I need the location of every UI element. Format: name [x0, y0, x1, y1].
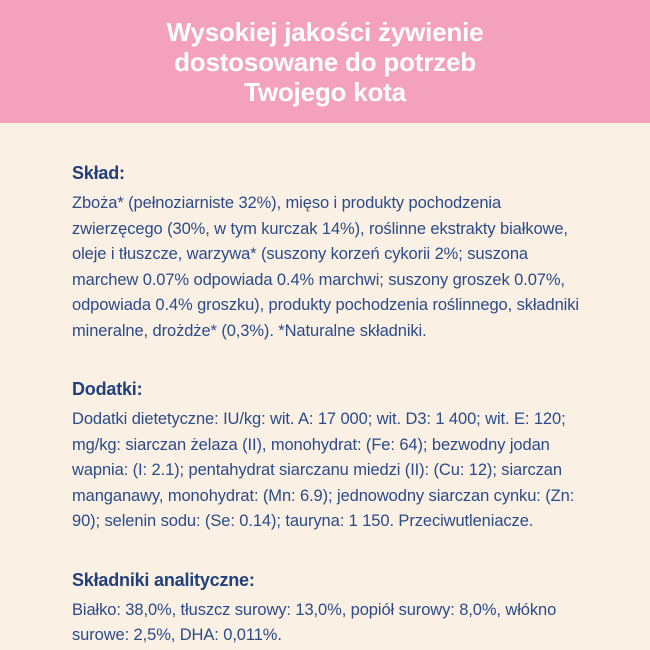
- section-ingredients-body: Zboża* (pełnoziarniste 32%), mięso i produkty pochodzenia zwierzęcego (30%, w tym kurczak 14%), roślinne ekstrakty białkowe, oleje i tłuszcze, warzywa* (suszony korzeń cykorii 2%; suszona marchew 0.07% odpowiada 0.4% marchwi; suszony groszek 0.07%, odpowiada 0.4% groszku), produkty pochodzenia roślinnego, składniki mineralne, drożdże* (0,3%). *Naturalne składniki.: [72, 194, 579, 340]
- section-analytical-constituents-heading: Składniki analityczne:: [72, 569, 255, 590]
- section-additives-heading: Dodatki:: [72, 379, 143, 399]
- page-title-line-1: Wysokiej jakości żywienie: [166, 16, 484, 47]
- section-additives: [72, 379, 592, 535]
- page-title-line-2: dostosowane do potrzeb: [174, 46, 476, 77]
- section-ingredients-heading: Skład:: [72, 163, 125, 183]
- header-banner: [0, 0, 650, 123]
- page-title: [167, 17, 484, 107]
- section-analytical-constituents-body: Białko: 38,0%, tłuszcz surowy: 13,0%, popiół surowy: 8,0%, włókno surowe: 2,5%, DHA: 0,011%.: [72, 600, 557, 644]
- page-title-line-3: Twojego kota: [244, 76, 406, 107]
- content-area: [0, 123, 650, 649]
- section-additives-body: Dodatki dietetyczne: IU/kg: wit. A: 17 000; wit. D3: 1 400; wit. E: 120; mg/kg: siarczan żelaza (II), monohydrat: (Fe: 64); bezwodny jodan wapnia: (I: 2.1); pentahydrat siarczanu miedzi (II): (Cu: 12); siarczan manganawy, monohydrat: (Mn: 6.9); jednowodny siarczan cynku: (Zn: 90); selenin sodu: (Se: 0.14); tauryna: 1 150. Przeciwutleniacze.: [72, 410, 575, 530]
- section-ingredients: [72, 163, 592, 344]
- section-analytical-constituents: [72, 570, 592, 649]
